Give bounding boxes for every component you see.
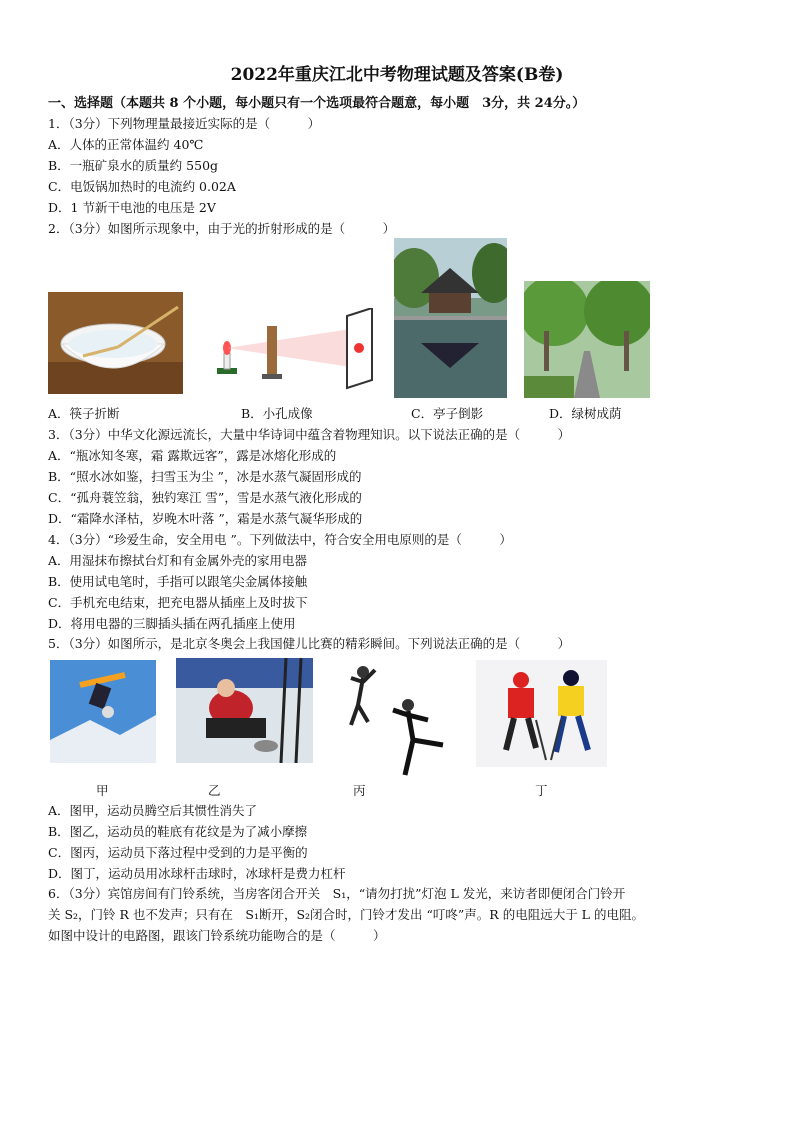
q4-option-b: B．使用试电笔时，手指可以跟笔尖金属体接触 [48,574,308,589]
q6-line-2: 关 S₂，门铃 R 也不发声；只有在 S₁断开，S₂闭合时，门铃才发出 “叮咚”声。R 的电阻远大于 L 的电阻。 [48,907,644,922]
q5-option-c: C．图丙，运动员下落过程中受到的力是平衡的 [48,845,308,860]
q2-option-c: C．亭子倒影 [411,406,484,421]
q3-option-b: B．“照水冰如鉴，扫雪玉为尘 ”，冰是水蒸气凝固形成的 [48,469,362,484]
q5-figure-curling [176,658,313,763]
q1-option-b: B．一瓶矿泉水的质量约 550g [48,158,219,173]
q6-line-1: 6．（3分）宾馆房间有门铃系统，当房客闭合开关 S₁，“请勿打扰”灯泡 L 发光，来访者即便闭合门铃开 [48,886,626,901]
q1-option-a: A．人体的正常体温约 40℃ [48,137,204,152]
q2-option-d: D．绿树成荫 [549,406,622,421]
q2-figure-pinhole [207,308,375,390]
q2-figure-trees [524,281,650,398]
q5-caption-bing: 丙 [353,783,366,798]
q4-option-a: A．用湿抹布擦拭台灯和有金属外壳的家用电器 [48,553,308,568]
q3-option-d: D．“霜降水泽枯，岁晚木叶落 ”，霜是水蒸气凝华形成的 [48,511,363,526]
q1-option-d: D．1 节新干电池的电压是 2V [48,200,216,215]
q2-option-b: B．小孔成像 [241,406,313,421]
q5-stem: 5．（3分）如图所示，是北京冬奥会上我国健儿比赛的精彩瞬间。下列说法正确的是（ ） [48,636,571,651]
section-heading: 一、选择题（本题共 8 个小题，每小题只有一个选项最符合题意，每小题 3分，共 24分。） [48,96,586,111]
q2-figure-chopsticks [48,292,183,394]
q2-figure-pavilion [394,238,507,398]
q3-option-a: A．“瓶冰知冬寒，霜 露欺远客”，露是冰熔化形成的 [48,448,337,463]
q1-stem: 1．（3分）下列物理量最接近实际的是（ ） [48,116,321,131]
q5-caption-ding: 丁 [535,783,548,798]
q5-option-a: A．图甲，运动员腾空后其惯性消失了 [48,803,258,818]
q5-option-b: B．图乙，运动员的鞋底有花纹是为了减小摩擦 [48,824,308,839]
q2-option-a: A．筷子折断 [48,406,120,421]
q4-option-d: D．将用电器的三脚插头插在两孔插座上使用 [48,616,296,631]
q1-option-c: C．电饭锅加热时的电流约 0.02A [48,179,236,194]
q5-figure-snowboard [50,660,156,763]
q5-option-d: D．图丁，运动员用冰球杆击球时，冰球杆是费力杠杆 [48,866,346,881]
q3-stem: 3．（3分）中华文化源远流长，大量中华诗词中蕴含着物理知识。以下说法正确的是（ ） [48,427,571,442]
q3-option-c: C．“孤舟蓑笠翁，独钓寒江 雪”，雪是水蒸气液化形成的 [48,490,362,505]
q4-stem: 4．（3分）“珍爱生命，安全用电 ”。下列做法中，符合安全用电原则的是（ ） [48,532,512,547]
q5-figure-figure-skating [333,660,457,780]
q2-stem: 2．（3分）如图所示现象中，由于光的折射形成的是（ ） [48,221,396,236]
page-title: 2022年重庆江北中考物理试题及答案(B卷) [230,65,564,85]
q5-caption-yi: 乙 [208,783,221,798]
q5-caption-jia: 甲 [96,783,109,798]
q4-option-c: C．手机充电结束，把充电器从插座上及时拔下 [48,595,308,610]
q5-figure-ice-hockey [476,660,607,767]
q6-line-3: 如图中设计的电路图，跟该门铃系统功能吻合的是（ ） [48,928,386,943]
